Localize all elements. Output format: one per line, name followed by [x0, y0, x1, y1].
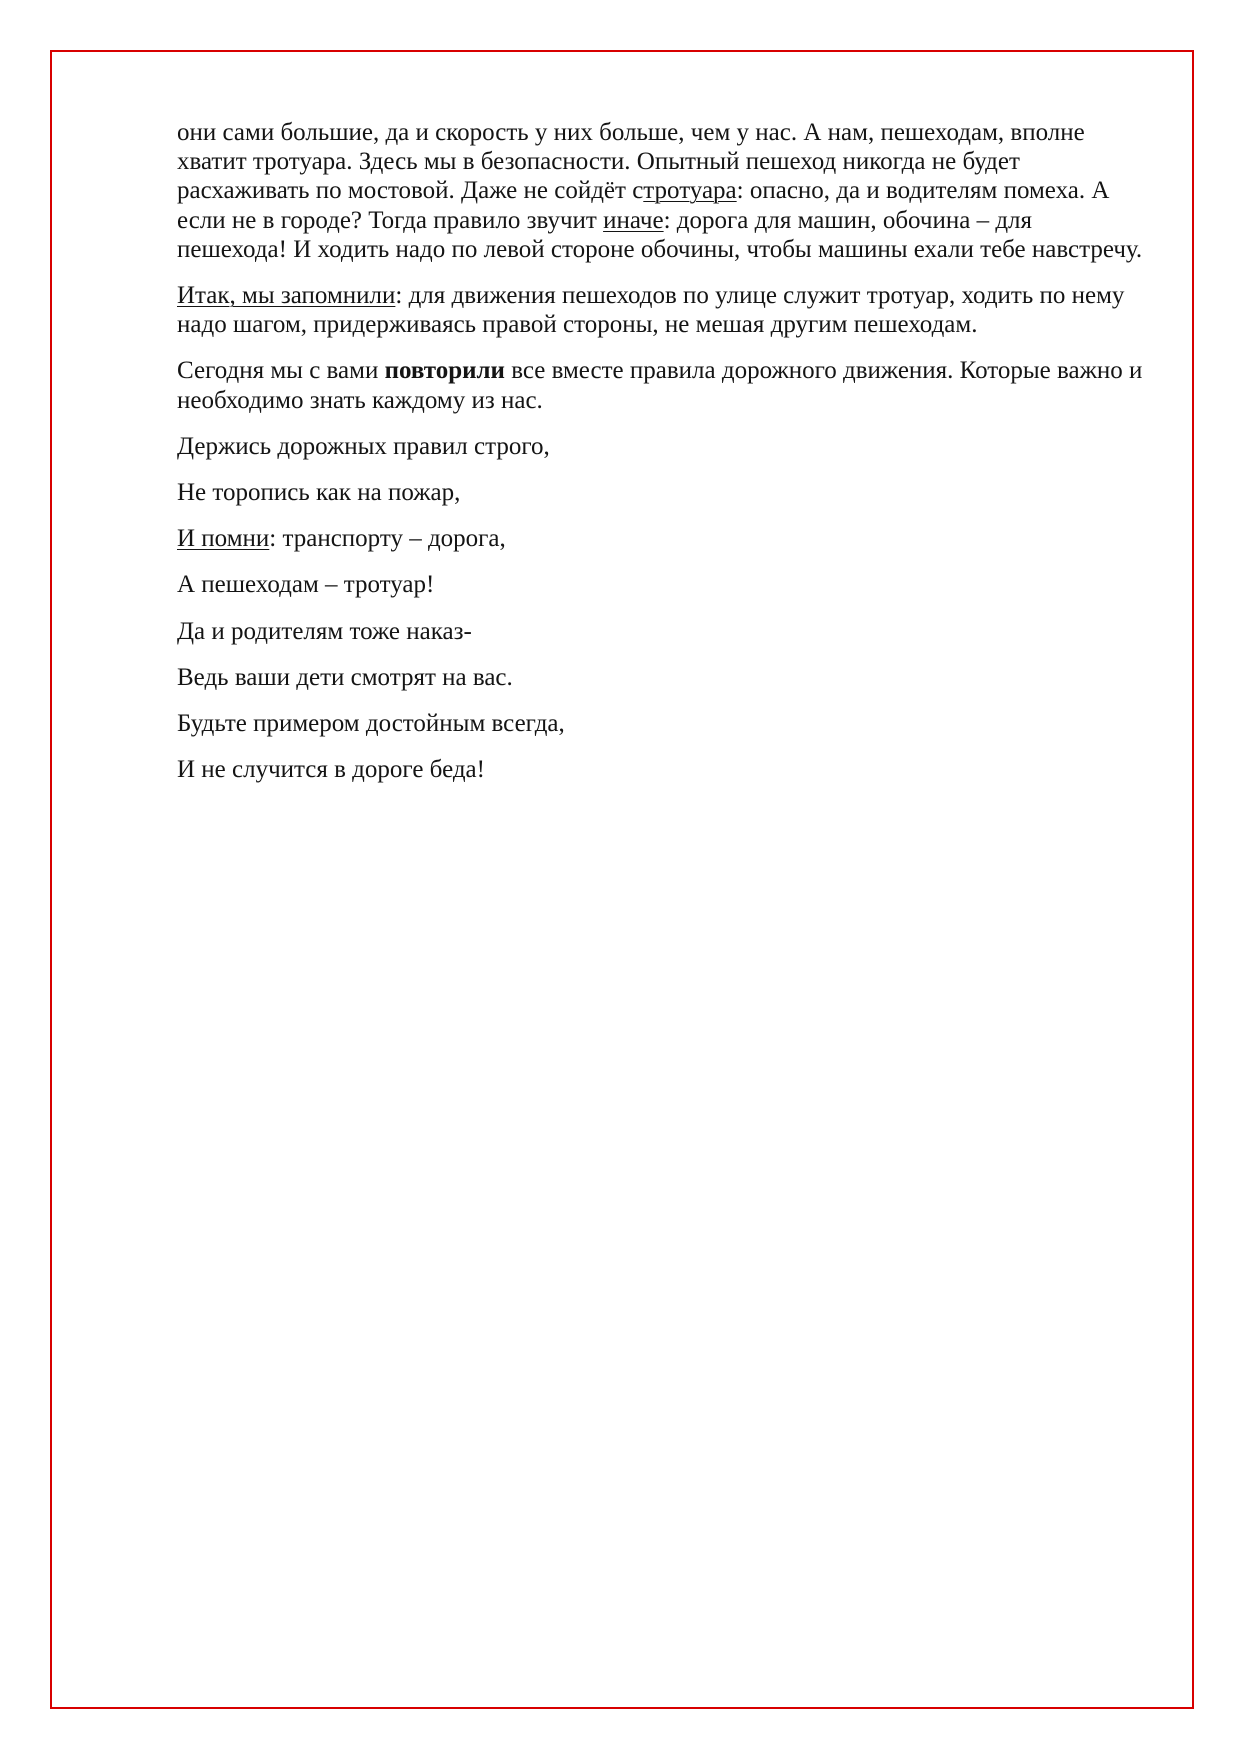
text-run: Ведь ваши дети смотрят на вас.	[177, 663, 513, 691]
text-line	[177, 386, 1142, 415]
text-run: Будьте примером достойным всегда,	[177, 710, 565, 738]
text-line	[177, 281, 1142, 310]
poem-line-2	[177, 478, 1142, 507]
underlined-text: иначе	[603, 206, 664, 234]
underlined-text: Итак, мы запомнили	[177, 282, 396, 310]
text-run: Да и родителям тоже наказ-	[177, 617, 472, 645]
text-line	[177, 663, 1142, 692]
text-run: Сегодня мы с вами	[177, 357, 385, 385]
text-line	[177, 570, 1142, 599]
text-line	[177, 755, 1142, 784]
text-line	[177, 709, 1142, 738]
text-run: : для движения пешеходов по улице служит тротуар, ходить по нему	[395, 282, 1125, 310]
paragraph-3	[177, 356, 1142, 414]
text-run: если не в городе? Тогда правило звучит	[177, 206, 604, 234]
poem-line-1	[177, 432, 1142, 461]
text-run: надо шагом, придерживаясь правой стороны, не мешая другим пешеходам.	[177, 311, 978, 339]
text-run: пешехода! И ходить надо по левой стороне обочины, чтобы машины ехали тебе навстречу.	[177, 235, 1143, 263]
paragraph-1	[177, 118, 1142, 264]
text-line	[177, 432, 1142, 461]
poem-line-5	[177, 617, 1142, 646]
text-run: они сами большие, да и скорость у них больше, чем у нас. А нам, пешеходам, вполне	[177, 119, 1085, 146]
poem-line-8	[177, 755, 1142, 784]
text-run: : транспорту – дорога,	[269, 525, 506, 553]
underlined-text: тротуара	[643, 177, 737, 205]
text-run: Не торопись как на пожар,	[177, 479, 461, 507]
text-line	[177, 176, 1142, 205]
underlined-text: И помни	[177, 525, 270, 553]
poem-line-7	[177, 709, 1142, 738]
text-run: И не случится в дороге беда!	[177, 756, 485, 784]
text-run: все вместе правила дорожного движения. Которые важно и	[504, 357, 1143, 385]
text-run: : опасно, да и водителям помеха. А	[736, 177, 1110, 205]
text-line	[177, 118, 1142, 147]
text-line	[177, 356, 1142, 385]
poem-line-3	[177, 524, 1142, 553]
text-line	[177, 478, 1142, 507]
text-run: хватит тротуара. Здесь мы в безопасности. Опытный пешеход никогда не будет	[177, 148, 1020, 176]
text-line	[177, 235, 1142, 264]
text-run: : дорога для машин, обочина – для	[663, 206, 1033, 234]
text-line	[177, 617, 1142, 646]
text-line	[177, 206, 1142, 235]
text-line	[177, 310, 1142, 339]
poem-line-6	[177, 663, 1142, 692]
text-line	[177, 524, 1142, 553]
text-run: необходимо знать каждому из нас.	[177, 386, 543, 414]
text-line	[177, 147, 1142, 176]
document-body	[177, 118, 1142, 801]
bold-text: повторили	[384, 357, 505, 385]
text-run: А пешеходам – тротуар!	[177, 571, 435, 599]
text-run: расхаживать по мостовой. Даже не сойдёт с	[177, 177, 644, 205]
text-run: Держись дорожных правил строго,	[177, 432, 550, 460]
poem-line-4	[177, 570, 1142, 599]
paragraph-2	[177, 281, 1142, 339]
